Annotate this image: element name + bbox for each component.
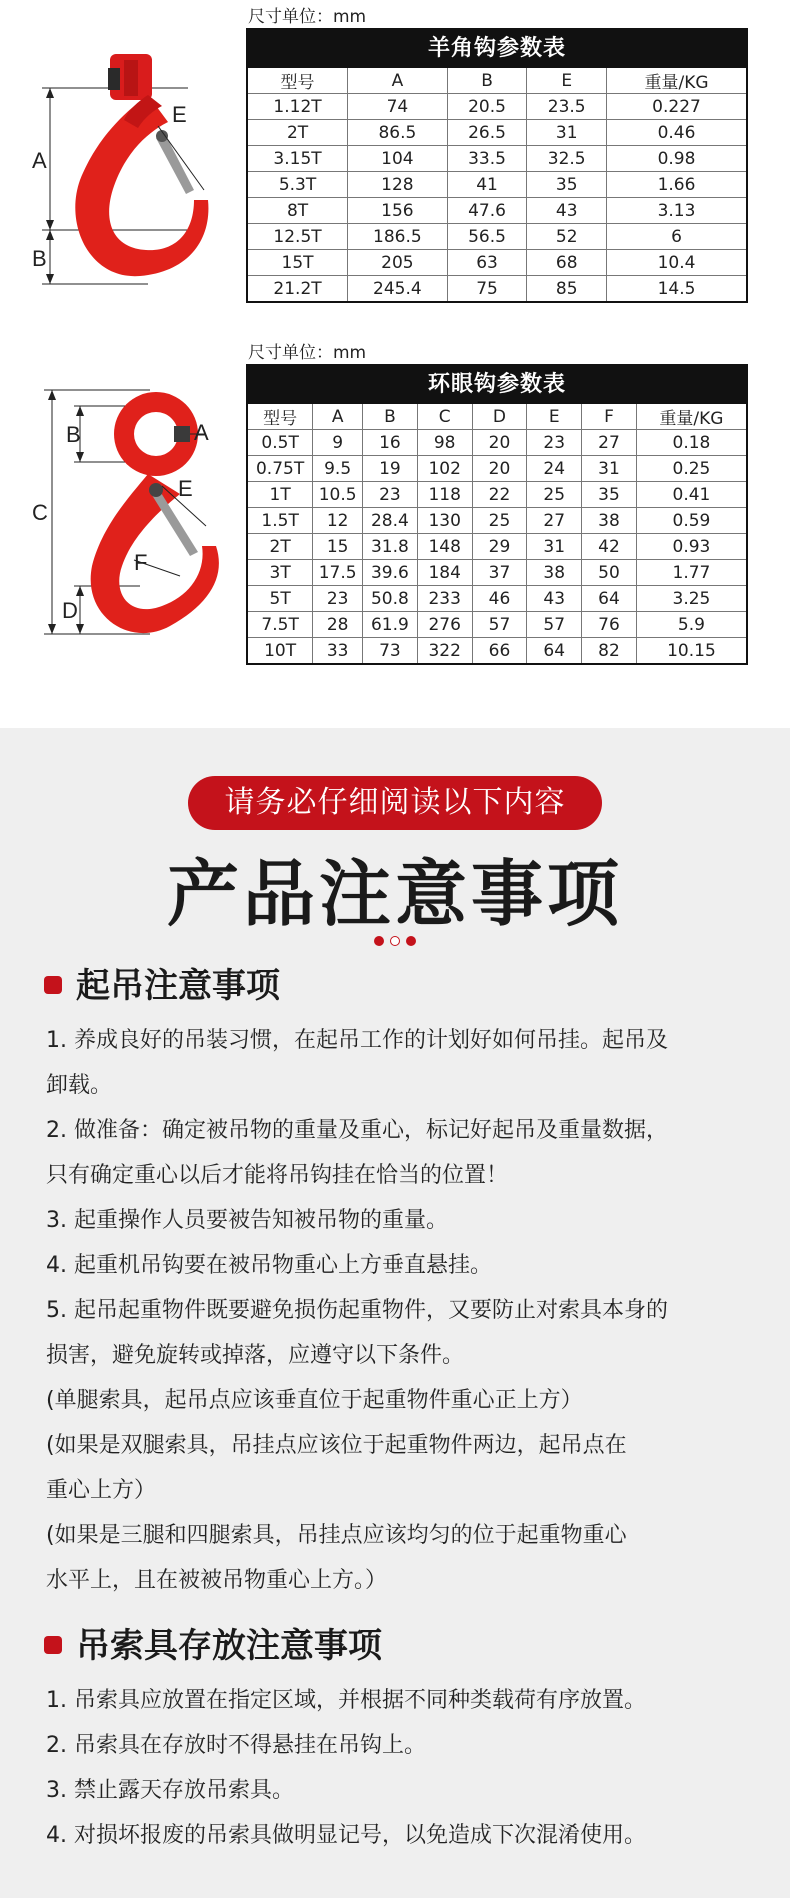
column-header: 重量/KG <box>607 68 746 94</box>
paragraph-line: 卸载。 <box>46 1073 113 1098</box>
table-cell: 56.5 <box>447 224 527 250</box>
paragraph-line: 2. 吊索具在存放时不得悬挂在吊钩上。 <box>46 1733 426 1758</box>
table-cell: 8T <box>248 198 348 224</box>
table-cell: 1.5T <box>248 508 313 534</box>
eye-hook-diagram <box>30 386 240 646</box>
table-cell: 57 <box>527 612 582 638</box>
paragraph-line: 3. 禁止露天存放吊索具。 <box>46 1778 294 1803</box>
column-header: B <box>363 404 418 430</box>
table-cell: 23 <box>527 430 582 456</box>
table-cell: 57 <box>472 612 527 638</box>
table-cell: 25 <box>527 482 582 508</box>
table-cell: 322 <box>417 638 472 664</box>
table-cell: 5T <box>248 586 313 612</box>
table1-unit: 尺寸单位：mm <box>248 7 367 27</box>
table-cell: 148 <box>417 534 472 560</box>
table-cell: 15 <box>313 534 363 560</box>
table-cell: 118 <box>417 482 472 508</box>
table-cell: 29 <box>472 534 527 560</box>
table-cell: 10T <box>248 638 313 664</box>
table-cell: 43 <box>527 586 582 612</box>
table-cell: 46 <box>472 586 527 612</box>
table-cell: 9.5 <box>313 456 363 482</box>
table-cell: 26.5 <box>447 120 527 146</box>
table-cell: 0.25 <box>636 456 746 482</box>
table-cell: 31.8 <box>363 534 418 560</box>
table-cell: 1.12T <box>248 94 348 120</box>
clevis-hook-diagram <box>28 40 228 300</box>
section1-heading: 起吊注意事项 <box>44 964 280 1008</box>
table-cell: 0.5T <box>248 430 313 456</box>
section2-body <box>46 1678 746 1858</box>
square-bullet-icon <box>44 1636 62 1654</box>
paragraph-line: 5. 起吊起重物件既要避免损伤起重物件，又要防止对索具本身的 <box>46 1298 668 1323</box>
table-cell: 68 <box>527 250 607 276</box>
table-cell: 23 <box>313 586 363 612</box>
table-cell: 74 <box>348 94 448 120</box>
table-cell: 0.59 <box>636 508 746 534</box>
dim-label-e2: E <box>178 476 193 501</box>
table-cell: 27 <box>527 508 582 534</box>
table-cell: 37 <box>472 560 527 586</box>
table-cell: 3.25 <box>636 586 746 612</box>
paragraph-line: 只有确定重心以后才能将吊钩挂在恰当的位置！ <box>46 1163 509 1188</box>
table-cell: 3.15T <box>248 146 348 172</box>
table-cell: 0.227 <box>607 94 746 120</box>
table-cell: 61.9 <box>363 612 418 638</box>
table2-unit: 尺寸单位：mm <box>248 343 367 363</box>
paragraph-line: 1. 养成良好的吊装习惯，在起吊工作的计划好如何吊挂。起吊及 <box>46 1028 668 1053</box>
table-cell: 86.5 <box>348 120 448 146</box>
paragraph-line: 4. 对损坏报废的吊索具做明显记号，以免造成下次混淆使用。 <box>46 1823 646 1848</box>
paragraph-line: 重心上方） <box>46 1478 157 1503</box>
table-cell: 12.5T <box>248 224 348 250</box>
table1-title: 羊角钩参数表 <box>248 30 746 68</box>
table-cell: 22 <box>472 482 527 508</box>
table-row <box>248 456 746 482</box>
dim-label-c2: C <box>32 500 48 525</box>
column-header: 型号 <box>248 68 348 94</box>
dim-label-a2: A <box>194 420 209 445</box>
table-cell: 0.46 <box>607 120 746 146</box>
dot-icon <box>374 936 384 946</box>
table1 <box>248 68 746 301</box>
table-cell: 31 <box>527 120 607 146</box>
table-cell: 63 <box>447 250 527 276</box>
dim-label-b2: B <box>66 422 81 447</box>
table-cell: 0.93 <box>636 534 746 560</box>
read-carefully-banner: 请务必仔细阅读以下内容 <box>188 776 602 830</box>
table-cell: 50.8 <box>363 586 418 612</box>
table-cell: 35 <box>582 482 637 508</box>
table-cell: 82 <box>582 638 637 664</box>
table-cell: 0.41 <box>636 482 746 508</box>
table-cell: 184 <box>417 560 472 586</box>
table-cell: 50 <box>582 560 637 586</box>
paragraph-line: 1. 吊索具应放置在指定区域，并根据不同种类载荷有序放置。 <box>46 1688 646 1713</box>
table-cell: 5.9 <box>636 612 746 638</box>
column-header: F <box>582 404 637 430</box>
table-cell: 245.4 <box>348 276 448 302</box>
table-cell: 39.6 <box>363 560 418 586</box>
table-cell: 0.75T <box>248 456 313 482</box>
paragraph-line: 损害，避免旋转或掉落，应遵守以下条件。 <box>46 1343 465 1368</box>
table-row <box>248 94 746 120</box>
table-row <box>248 612 746 638</box>
table-cell: 130 <box>417 508 472 534</box>
table-cell: 35 <box>527 172 607 198</box>
table-cell: 128 <box>348 172 448 198</box>
column-header: B <box>447 68 527 94</box>
table-cell: 75 <box>447 276 527 302</box>
table-cell: 10.5 <box>313 482 363 508</box>
decorative-dots <box>372 936 418 948</box>
table-cell: 5.3T <box>248 172 348 198</box>
table2-header-row <box>248 404 746 430</box>
table-cell: 25 <box>472 508 527 534</box>
dot-icon <box>390 936 400 946</box>
table-cell: 42 <box>582 534 637 560</box>
table-cell: 38 <box>527 560 582 586</box>
table-cell: 3.13 <box>607 198 746 224</box>
column-header: 型号 <box>248 404 313 430</box>
table-row <box>248 586 746 612</box>
table-cell: 64 <box>582 586 637 612</box>
table-cell: 7.5T <box>248 612 313 638</box>
table-cell: 10.4 <box>607 250 746 276</box>
table-cell: 1.66 <box>607 172 746 198</box>
table-cell: 2T <box>248 120 348 146</box>
column-header: E <box>527 68 607 94</box>
table-cell: 20 <box>472 430 527 456</box>
dim-label-e: E <box>172 102 187 127</box>
table-cell: 47.6 <box>447 198 527 224</box>
table-cell: 156 <box>348 198 448 224</box>
table-cell: 20 <box>472 456 527 482</box>
column-header: C <box>417 404 472 430</box>
table-cell: 16 <box>363 430 418 456</box>
table-cell: 31 <box>582 456 637 482</box>
table-cell: 17.5 <box>313 560 363 586</box>
paragraph-line: 4. 起重机吊钩要在被吊物重心上方垂直悬挂。 <box>46 1253 492 1278</box>
table-cell: 1T <box>248 482 313 508</box>
table-cell: 52 <box>527 224 607 250</box>
table-row <box>248 560 746 586</box>
table-row <box>248 120 746 146</box>
table-cell: 28 <box>313 612 363 638</box>
table-cell: 27 <box>582 430 637 456</box>
table-cell: 205 <box>348 250 448 276</box>
table-cell: 76 <box>582 612 637 638</box>
table-cell: 32.5 <box>527 146 607 172</box>
dim-label-f2: F <box>134 550 148 575</box>
table-row <box>248 146 746 172</box>
dot-icon <box>406 936 416 946</box>
table-cell: 186.5 <box>348 224 448 250</box>
table-cell: 23 <box>363 482 418 508</box>
column-header: A <box>313 404 363 430</box>
table-cell: 66 <box>472 638 527 664</box>
table-cell: 0.98 <box>607 146 746 172</box>
table-cell: 0.18 <box>636 430 746 456</box>
table-cell: 23.5 <box>527 94 607 120</box>
table-cell: 33.5 <box>447 146 527 172</box>
table-row <box>248 198 746 224</box>
column-header: D <box>472 404 527 430</box>
table-row <box>248 250 746 276</box>
table-cell: 33 <box>313 638 363 664</box>
table-cell: 102 <box>417 456 472 482</box>
table-cell: 15T <box>248 250 348 276</box>
notice-title: 产品注意事项 <box>166 852 623 936</box>
table2-container <box>246 364 748 665</box>
table-cell: 21.2T <box>248 276 348 302</box>
table-cell: 43 <box>527 198 607 224</box>
table-row <box>248 638 746 664</box>
paragraph-line: 2. 做准备：确定被吊物的重量及重心，标记好起吊及重量数据， <box>46 1118 668 1143</box>
table-row <box>248 534 746 560</box>
table-cell: 3T <box>248 560 313 586</box>
table-cell: 20.5 <box>447 94 527 120</box>
table-cell: 9 <box>313 430 363 456</box>
table-cell: 10.15 <box>636 638 746 664</box>
table-row <box>248 224 746 250</box>
table-cell: 31 <box>527 534 582 560</box>
dim-label-b: B <box>32 246 47 271</box>
paragraph-line: (如果是三腿和四腿索具，吊挂点应该均匀的位于起重物重心 <box>46 1523 627 1548</box>
column-header: A <box>348 68 448 94</box>
table-cell: 64 <box>527 638 582 664</box>
table-cell: 19 <box>363 456 418 482</box>
paragraph-line: (如果是双腿索具，吊挂点应该位于起重物件两边，起吊点在 <box>46 1433 627 1458</box>
column-header: E <box>527 404 582 430</box>
paragraph-line: 3. 起重操作人员要被告知被吊物的重量。 <box>46 1208 448 1233</box>
table-row <box>248 508 746 534</box>
square-bullet-icon <box>44 976 62 994</box>
table-cell: 41 <box>447 172 527 198</box>
table-row <box>248 276 746 302</box>
table-cell: 24 <box>527 456 582 482</box>
paragraph-line: (单腿索具，起吊点应该垂直位于起重物件重心正上方） <box>46 1388 583 1413</box>
table1-header-row <box>248 68 746 94</box>
table-cell: 2T <box>248 534 313 560</box>
notice-section <box>0 728 790 1898</box>
table-cell: 6 <box>607 224 746 250</box>
dim-label-d2: D <box>62 598 78 623</box>
table-cell: 12 <box>313 508 363 534</box>
table-cell: 73 <box>363 638 418 664</box>
table-cell: 104 <box>348 146 448 172</box>
table-cell: 14.5 <box>607 276 746 302</box>
table-row <box>248 430 746 456</box>
dim-label-a: A <box>32 148 47 173</box>
table-cell: 276 <box>417 612 472 638</box>
table-row <box>248 482 746 508</box>
table2 <box>248 404 746 663</box>
paragraph-line: 水平上，且在被被吊物重心上方。） <box>46 1568 388 1593</box>
table-cell: 38 <box>582 508 637 534</box>
table-cell: 85 <box>527 276 607 302</box>
table-cell: 98 <box>417 430 472 456</box>
section2-heading: 吊索具存放注意事项 <box>44 1624 382 1668</box>
table-cell: 233 <box>417 586 472 612</box>
table-cell: 1.77 <box>636 560 746 586</box>
table1-container <box>246 28 748 303</box>
column-header: 重量/KG <box>636 404 746 430</box>
table-cell: 28.4 <box>363 508 418 534</box>
table-row <box>248 172 746 198</box>
table2-title: 环眼钩参数表 <box>248 366 746 404</box>
section1-body <box>46 1018 746 1603</box>
